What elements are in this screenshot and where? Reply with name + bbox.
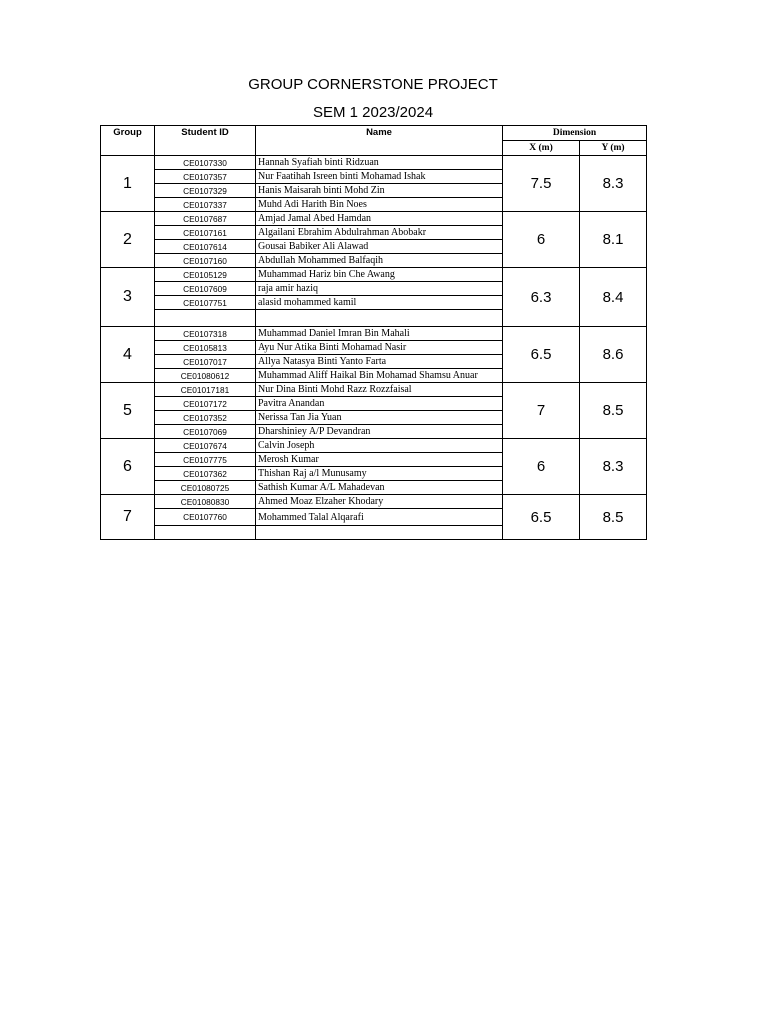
- dimension-y-cell: 8.3: [580, 156, 647, 212]
- student-id-cell: CE0107337: [155, 198, 256, 212]
- student-id-cell: CE01080612: [155, 369, 256, 383]
- header-group: Group: [101, 126, 155, 156]
- table-row: [101, 268, 647, 282]
- dimension-x-cell: 6: [503, 439, 580, 495]
- dimension-x-cell: 6.5: [503, 327, 580, 383]
- header-dimension: Dimension: [503, 126, 647, 141]
- student-id-cell: CE0107318: [155, 327, 256, 341]
- group-number: 7: [101, 495, 155, 540]
- student-id-cell: [155, 526, 256, 540]
- student-id-cell: CE0107017: [155, 355, 256, 369]
- student-name-cell: Algailani Ebrahim Abdulrahman Abobakr: [256, 226, 503, 240]
- student-id-cell: CE0105813: [155, 341, 256, 355]
- student-name-cell: Hannah Syafiah binti Ridzuan: [256, 156, 503, 170]
- page-subtitle: SEM 1 2023/2024: [312, 104, 434, 121]
- student-id-cell: CE0107069: [155, 425, 256, 439]
- student-id-cell: CE0107687: [155, 212, 256, 226]
- dimension-x-cell: 6.3: [503, 268, 580, 327]
- header-row: [101, 126, 647, 141]
- table-row: [101, 327, 647, 341]
- student-id-cell: [155, 310, 256, 327]
- student-name-cell: Nur Dina Binti Mohd Razz Rozzfaisal: [256, 383, 503, 397]
- dimension-x-cell: 7: [503, 383, 580, 439]
- student-name-cell: Amjad Jamal Abed Hamdan: [256, 212, 503, 226]
- group-number: 1: [101, 156, 155, 212]
- table-row: [101, 212, 647, 226]
- student-id-cell: CE0107751: [155, 296, 256, 310]
- student-name-cell: Ayu Nur Atika Binti Mohamad Nasir: [256, 341, 503, 355]
- student-name-cell: Muhammad Aliff Haikal Bin Mohamad Shamsu Anuar: [256, 369, 503, 383]
- student-id-cell: CE0107609: [155, 282, 256, 296]
- student-name-cell: Nur Faatihah Isreen binti Mohamad Ishak: [256, 170, 503, 184]
- student-id-cell: CE0107775: [155, 453, 256, 467]
- student-name-cell: Hanis Maisarah binti Mohd Zin: [256, 184, 503, 198]
- header-student-id: Student ID: [155, 126, 256, 156]
- dimension-y-cell: 8.4: [580, 268, 647, 327]
- groups-table: [100, 125, 647, 540]
- student-id-cell: CE0107362: [155, 467, 256, 481]
- header-y: Y (m): [580, 141, 647, 156]
- table-row: [101, 383, 647, 397]
- student-name-cell: raja amir haziq: [256, 282, 503, 296]
- table-body: [101, 156, 647, 540]
- student-id-cell: CE0107161: [155, 226, 256, 240]
- student-name-cell: Mohammed Talal Alqarafi: [256, 509, 503, 526]
- student-name-cell: Muhammad Hariz bin Che Awang: [256, 268, 503, 282]
- student-id-cell: CE01017181: [155, 383, 256, 397]
- student-id-cell: CE0107674: [155, 439, 256, 453]
- student-id-cell: CE0107357: [155, 170, 256, 184]
- student-name-cell: Ahmed Moaz Elzaher Khodary: [256, 495, 503, 509]
- student-name-cell: Abdullah Mohammed Balfaqih: [256, 254, 503, 268]
- student-name-cell: Sathish Kumar A/L Mahadevan: [256, 481, 503, 495]
- student-name-cell: Allya Natasya Binti Yanto Farta: [256, 355, 503, 369]
- student-name-cell: Dharshiniey A/P Devandran: [256, 425, 503, 439]
- dimension-y-cell: 8.6: [580, 327, 647, 383]
- group-number: 4: [101, 327, 155, 383]
- dimension-y-cell: 8.5: [580, 383, 647, 439]
- student-id-cell: CE0107160: [155, 254, 256, 268]
- student-id-cell: CE0107330: [155, 156, 256, 170]
- page-title: GROUP CORNERSTONE PROJECT: [248, 76, 498, 93]
- dimension-y-cell: 8.5: [580, 495, 647, 540]
- group-number: 2: [101, 212, 155, 268]
- student-name-cell: Muhammad Daniel Imran Bin Mahali: [256, 327, 503, 341]
- table-row: [101, 495, 647, 509]
- table-row: [101, 156, 647, 170]
- table-row: [101, 439, 647, 453]
- student-id-cell: CE01080725: [155, 481, 256, 495]
- student-name-cell: [256, 526, 503, 540]
- student-id-cell: CE0107172: [155, 397, 256, 411]
- student-name-cell: Merosh Kumar: [256, 453, 503, 467]
- student-id-cell: CE0107614: [155, 240, 256, 254]
- student-name-cell: Muhd Adi Harith Bin Noes: [256, 198, 503, 212]
- dimension-x-cell: 6: [503, 212, 580, 268]
- student-name-cell: Thishan Raj a/l Munusamy: [256, 467, 503, 481]
- header-name: Name: [256, 126, 503, 156]
- dimension-x-cell: 6.5: [503, 495, 580, 540]
- header-x: X (m): [503, 141, 580, 156]
- group-number: 3: [101, 268, 155, 327]
- group-number: 6: [101, 439, 155, 495]
- student-id-cell: CE0107760: [155, 509, 256, 526]
- dimension-x-cell: 7.5: [503, 156, 580, 212]
- student-id-cell: CE0107352: [155, 411, 256, 425]
- dimension-y-cell: 8.1: [580, 212, 647, 268]
- student-name-cell: [256, 310, 503, 327]
- dimension-y-cell: 8.3: [580, 439, 647, 495]
- student-name-cell: Gousai Babiker Ali Alawad: [256, 240, 503, 254]
- student-name-cell: Nerissa Tan Jia Yuan: [256, 411, 503, 425]
- student-id-cell: CE01080830: [155, 495, 256, 509]
- student-name-cell: Calvin Joseph: [256, 439, 503, 453]
- student-id-cell: CE0107329: [155, 184, 256, 198]
- student-name-cell: alasid mohammed kamil: [256, 296, 503, 310]
- group-number: 5: [101, 383, 155, 439]
- student-name-cell: Pavitra Anandan: [256, 397, 503, 411]
- student-id-cell: CE0105129: [155, 268, 256, 282]
